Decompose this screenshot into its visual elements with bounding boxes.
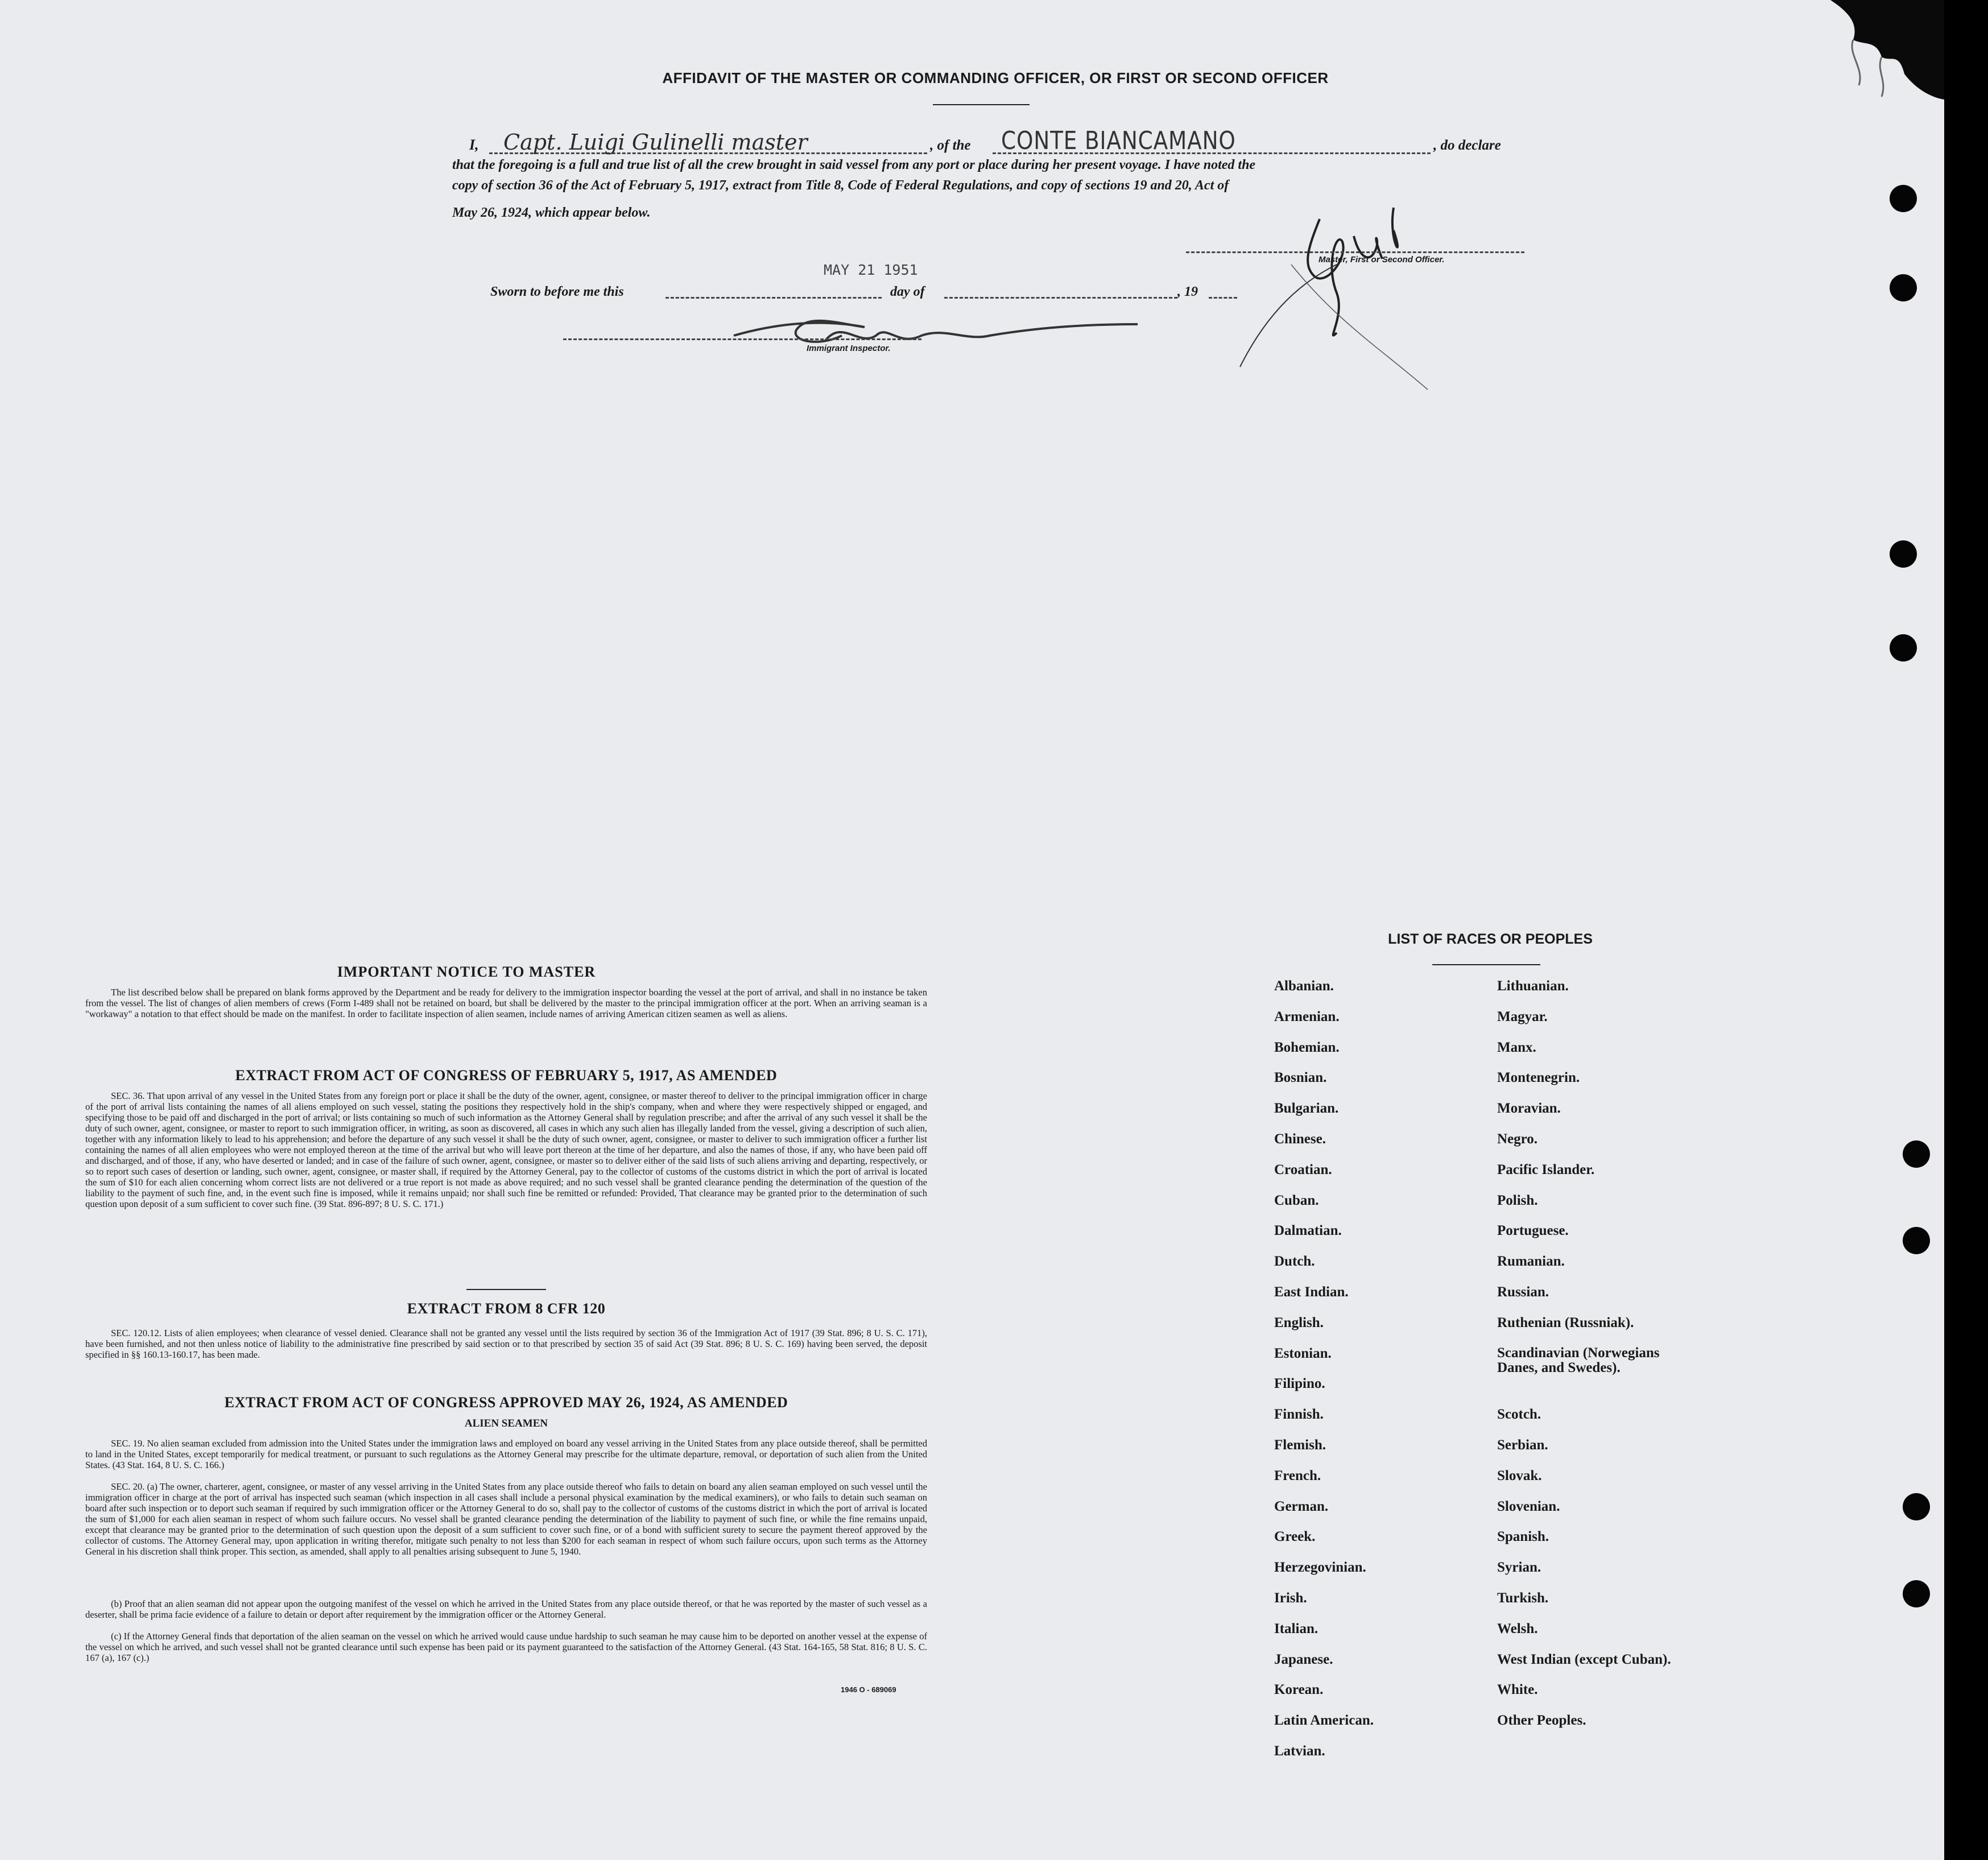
race-item: Greek.	[1274, 1529, 1316, 1545]
do-declare-label: , do declare	[1433, 138, 1501, 153]
race-item: Finnish.	[1274, 1407, 1324, 1423]
race-item: Croatian.	[1274, 1162, 1332, 1177]
race-item: Slovak.	[1497, 1468, 1542, 1483]
race-item: Irish.	[1274, 1590, 1307, 1606]
cfr-rule	[466, 1289, 546, 1290]
race-item: Scandinavian (Norwegians Danes, and Swedes).	[1497, 1345, 1660, 1375]
race-item: Manx.	[1497, 1039, 1536, 1055]
extract-1917-title: EXTRACT FROM ACT OF CONGRESS OF FEBRUARY 5, 1917, AS AMENDED	[235, 1067, 778, 1084]
day-of-label: day of	[890, 284, 925, 299]
race-item: Latin American.	[1274, 1713, 1374, 1729]
race-item: Latvian.	[1274, 1743, 1325, 1759]
punch-hole	[1903, 1140, 1930, 1168]
affidavit-i: I,	[469, 137, 479, 153]
torn-corner	[1796, 0, 1944, 119]
title-rule	[933, 104, 1030, 105]
race-item: Filipino.	[1274, 1376, 1325, 1392]
sworn-date-stamp: MAY 21 1951	[824, 262, 918, 278]
race-item: German.	[1274, 1498, 1329, 1514]
race-item: Dutch.	[1274, 1254, 1315, 1270]
master-signature	[1223, 196, 1462, 412]
extract-1924-sec20b: (b) Proof that an alien seaman did not appear upon the outgoing manifest of the vessel on which he arrived in the United States from any place outside thereof, or that he was reported by the master of such vessel as a deserter, shall be prima facie evidence of a failure to detain or deport after requirement by the immigration officer or the Attorney General.	[85, 1598, 927, 1620]
race-item: Negro.	[1497, 1131, 1538, 1147]
of-the-label: , of the	[930, 138, 971, 153]
punch-hole	[1890, 185, 1917, 212]
master-signature-caption: Master, First or Second Officer.	[1319, 255, 1445, 264]
race-item: Magyar.	[1497, 1008, 1548, 1024]
race-item: Ruthenian (Russniak).	[1497, 1315, 1634, 1330]
race-item: Portuguese.	[1497, 1223, 1569, 1239]
race-item: Spanish.	[1497, 1529, 1549, 1545]
race-item: Other Peoples.	[1497, 1713, 1586, 1729]
punch-hole	[1903, 1580, 1930, 1607]
race-item: Russian.	[1497, 1284, 1549, 1300]
race-item: Chinese.	[1274, 1131, 1326, 1147]
race-item: Estonian.	[1274, 1345, 1332, 1361]
notice-title: IMPORTANT NOTICE TO MASTER	[337, 964, 596, 980]
extract-cfr-title: EXTRACT FROM 8 CFR 120	[407, 1300, 606, 1317]
extract-1924-subtitle: ALIEN SEAMEN	[464, 1417, 548, 1429]
sworn-year-line	[1209, 297, 1237, 299]
race-item: Korean.	[1274, 1682, 1324, 1698]
affidavit-title: AFFIDAVIT OF THE MASTER OR COMMANDING OFFICER, OR FIRST OR SECOND OFFICER	[662, 69, 1329, 86]
extract-1924-sec19: SEC. 19. No alien seaman excluded from admission into the United States under the immigration laws and employed on board any vessel arriving in the United States from any place outside thereof, shall be permitted to land in the United States, except temporarily for medical treatment, or pursuant to such regulations as the Attorney General may prescribe for the ultimate departure, removal, or deportation of such alien from the United States. (43 Stat. 164, 8 U. S. C. 166.)	[85, 1438, 927, 1470]
races-rule	[1432, 964, 1540, 965]
race-item: Rumanian.	[1497, 1254, 1565, 1270]
races-title: LIST OF RACES OR PEOPLES	[1388, 931, 1593, 947]
declaration-line-2: copy of section 36 of the Act of February 5, 1917, extract from Title 8, Code of Federal Regulations, and copy of sections 19 and 20, Act of	[452, 178, 1229, 193]
race-item: Italian.	[1274, 1621, 1319, 1636]
year-prefix-label: , 19	[1177, 284, 1198, 299]
race-item: Moravian.	[1497, 1101, 1561, 1117]
inspector-caption: Immigrant Inspector.	[807, 344, 891, 353]
master-signature-line	[1186, 251, 1524, 253]
race-item: Polish.	[1497, 1192, 1538, 1208]
race-item: Montenegrin.	[1497, 1070, 1580, 1086]
race-item: Scotch.	[1497, 1407, 1541, 1423]
vessel-name-stamp: CONTE BIANCAMANO	[1001, 126, 1236, 155]
race-item: Bulgarian.	[1274, 1101, 1339, 1117]
race-item: Turkish.	[1497, 1590, 1549, 1606]
extract-1917-body: SEC. 36. That upon arrival of any vessel in the United States from any foreign port or place it shall be the duty of the owner, agent, consignee, or master thereof to deliver to the principal immigration officer in charge of the port of arrival lists containing the names of all aliens employed on such vessel, stating the positions they respectively hold in the ship's company, when and where they were respectively shipped or engaged, and specifying those to be paid off and discharged in the port of arrival; or lists containing so much of such information as the Attorney General shall by regulation prescribe; and after the arrival of any such vessel it shall be the duty of such owner, agent, consignee, or master to report to such immigration officer, in writing, as soon as discovered, all cases in which any such alien has illegally landed from the vessel, giving a description of such alien, together with any information likely to lead to his apprehension; and before the departure of any such vessel it shall be the duty of such owner, agent, consignee, or master to deliver to such immigration officer a further list containing the names of all alien employees who were not employed thereon at the time of the arrival but who will leave port thereon at the time of her departure, and also the names of those, if any, who have been paid off and discharged, and of those, if any, who have deserted or landed; and in case of the failure of such owner, agent, consignee, or master so to deliver either of the said lists of such aliens arriving and departing, respectively, or so to report such cases of desertion or landing, such owner, agent, consignee, or master shall, if required by the Attorney General, pay to the collector of customs of the customs district in which the port of arrival is located the sum of $10 for each alien concerning whom correct lists are not delivered or a true report is not made as above required; and no such vessel shall be granted clearance pending the determination of the question of the liability to the payment of such fine, and, in the event such fine is imposed, while it remains unpaid; nor shall such fine be remitted or refunded: Provided, That clearance may be granted prior to the determination of such question upon deposit of a sum sufficient to cover such fine. (39 Stat. 896-897; 8 U. S. C. 171.)	[85, 1090, 927, 1209]
punch-hole	[1890, 634, 1917, 662]
print-code: 1946 O - 689069	[841, 1685, 896, 1694]
race-item: Armenian.	[1274, 1008, 1340, 1024]
punch-hole	[1890, 274, 1917, 301]
race-item: Japanese.	[1274, 1651, 1333, 1667]
race-item: East Indian.	[1274, 1284, 1349, 1300]
extract-1924-sec20a: SEC. 20. (a) The owner, charterer, agent, consignee, or master of any vessel arriving in the United States from any place outside thereof who fails to detain on board any alien seaman employed on such vessel until the immigration officer in charge at the port of arrival has inspected such seaman (which inspection in all cases shall include a personal physical examination by the medical examiners), or who fails to detain such seaman on board after such inspection or to deport such seaman if required by such immigration officer or the Attorney General to do so, shall pay to the collector of customs of the customs district in which the port of arrival is located the sum of $1,000 for each alien seaman in respect of whom such failure occurs. No vessel shall be granted clearance pending the determination of the liability to payment of such fine, or while the fine remains unpaid, except that clearance may be granted prior to the determination of such question upon the deposit of a sum sufficient to cover such fine, or of a bond with sufficient surety to secure the payment thereof approved by the collector of customs. The Attorney General may, upon application in writing therefor, mitigate such penalty to not less than $200 for each seaman in respect of whom such failure occurs, upon such terms as the Attorney General in his discretion shall think proper. This section, as amended, shall apply to all penalties arising subsequent to June 5, 1940.	[85, 1481, 927, 1557]
race-item: Pacific Islander.	[1497, 1162, 1595, 1177]
race-item: Herzegovinian.	[1274, 1560, 1366, 1576]
race-item: Welsh.	[1497, 1621, 1538, 1636]
race-item: Bosnian.	[1274, 1070, 1327, 1086]
sworn-label: Sworn to before me this	[490, 284, 624, 299]
sworn-day-line	[666, 297, 882, 299]
race-item: Flemish.	[1274, 1437, 1326, 1453]
punch-hole	[1903, 1493, 1930, 1520]
race-item: Lithuanian.	[1497, 978, 1569, 994]
race-item: English.	[1274, 1315, 1324, 1330]
race-item: Cuban.	[1274, 1192, 1319, 1208]
race-item: Albanian.	[1274, 978, 1334, 994]
notice-body: The list described below shall be prepared on blank forms approved by the Department and be ready for delivery to the immigration inspector boarding the vessel at the port of arrival, and shall in no instance be taken from the vessel. The list of changes of alien members of crews (Form I-489 shall not be retained on board, but shall be delivered by the master to the principal immigration officer at the port. When an arriving seaman is a "workaway" a notation to that effect should be made on the manifest. In order to facilitate inspection of alien seamen, include names of arriving American citizen seamen as well as aliens.	[85, 987, 927, 1019]
extract-1924-sec20c: (c) If the Attorney General finds that deportation of the alien seaman on the vessel on which he arrived would cause undue hardship to such seaman he may cause him to be deported on another vessel at the expense of the vessel on which he arrived, and such vessel shall not be granted clearance until such expense has been paid or its payment guaranteed to the satisfaction of the Attorney General. (43 Stat. 164-165, 58 Stat. 816; 8 U. S. C. 167 (a), 167 (c).)	[85, 1631, 927, 1663]
inspector-signature-line	[563, 338, 921, 340]
race-item: Syrian.	[1497, 1560, 1541, 1576]
race-item: French.	[1274, 1468, 1321, 1483]
extract-cfr-body: SEC. 120.12. Lists of alien employees; when clearance of vessel denied. Clearance shall not be granted any vessel until the lists required by section 36 of the Immigration Act of 1917 (39 Stat. 896; 8 U. S. C. 171), have been furnished, and not then unless notice of liability to the administrative fine prescribed by said section or to that prescribed by section 35 of said Act (39 Stat. 896; 8 U. S. C. 169) having been served, the deposit specified in §§ 160.13-160.17, has been made.	[85, 1328, 927, 1360]
declaration-line-3: May 26, 1924, which appear below.	[452, 205, 651, 220]
race-item: Serbian.	[1497, 1437, 1548, 1453]
declaration-line-1: that the foregoing is a full and true list of all the crew brought in said vessel from any port or place during her present voyage. I have noted the	[452, 158, 1256, 172]
race-item: White.	[1497, 1682, 1538, 1698]
sworn-month-line	[944, 297, 1177, 299]
race-item: Slovenian.	[1497, 1498, 1560, 1514]
punch-hole	[1890, 540, 1917, 568]
inspector-signature	[728, 301, 1143, 358]
extract-1924-title: EXTRACT FROM ACT OF CONGRESS APPROVED MAY 26, 1924, AS AMENDED	[224, 1394, 788, 1411]
master-name-handwritten: Capt. Luigi Gulinelli master	[503, 130, 808, 155]
punch-hole	[1903, 1227, 1930, 1254]
race-item: West Indian (except Cuban).	[1497, 1651, 1671, 1667]
race-item: Bohemian.	[1274, 1039, 1340, 1055]
race-item: Dalmatian.	[1274, 1223, 1342, 1239]
